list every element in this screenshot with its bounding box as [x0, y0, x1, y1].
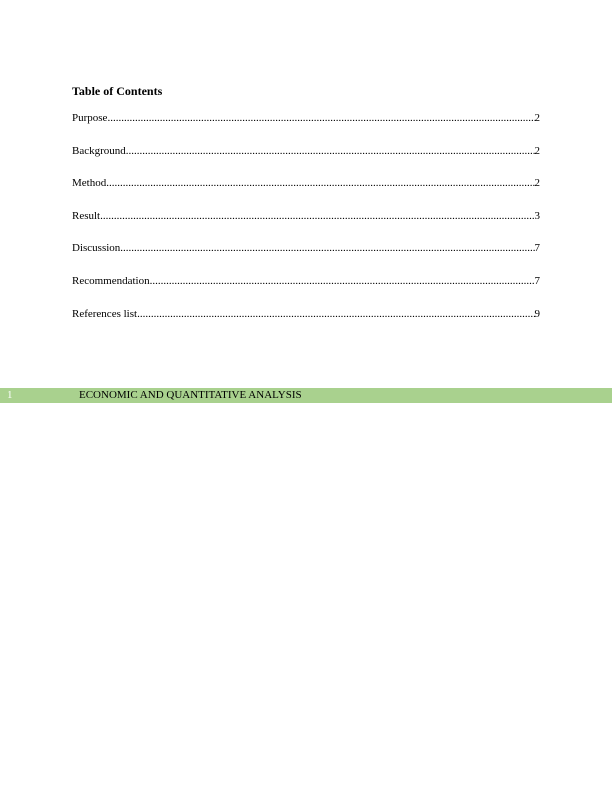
toc-dot-leader [150, 273, 535, 289]
toc-dot-leader [106, 175, 534, 191]
toc-dot-leader [107, 110, 534, 126]
toc-entry-page: 9 [534, 307, 540, 320]
toc-entry-page: 7 [534, 274, 540, 287]
header-page-number: 1 [7, 389, 13, 401]
running-header-band [0, 388, 612, 403]
toc-entry-title: Method [72, 177, 107, 190]
toc-entry-title: Purpose [72, 112, 108, 124]
toc-entry-background[interactable] [72, 143, 540, 176]
toc-entry-title: Recommendation [72, 274, 150, 287]
toc-entry-references-list[interactable] [72, 306, 540, 339]
toc-heading: Table of Contents [72, 84, 163, 98]
toc-entry-result[interactable] [72, 208, 540, 241]
toc-entry-title: References list [72, 307, 138, 320]
toc-list [72, 110, 540, 338]
toc-dot-leader [126, 143, 535, 159]
toc-entry-page: 2 [534, 144, 540, 157]
toc-entry-page: 3 [534, 209, 540, 222]
toc-dot-leader [100, 208, 534, 224]
toc-entry-method[interactable] [72, 175, 540, 208]
toc-entry-title: Result [72, 209, 101, 222]
toc-entry-page: 7 [534, 242, 540, 255]
toc-dot-leader [120, 240, 534, 256]
toc-entry-title: Background [72, 144, 126, 157]
toc-entry-page: 2 [534, 177, 540, 190]
toc-entry-page: 2 [534, 112, 540, 124]
toc-entry-title: Discussion [72, 242, 121, 255]
toc-entry-purpose[interactable] [72, 110, 540, 143]
header-running-title: ECONOMIC AND QUANTITATIVE ANALYSIS [79, 389, 302, 401]
toc-entry-discussion[interactable] [72, 240, 540, 273]
toc-dot-leader [137, 306, 534, 322]
toc-entry-recommendation[interactable] [72, 273, 540, 306]
